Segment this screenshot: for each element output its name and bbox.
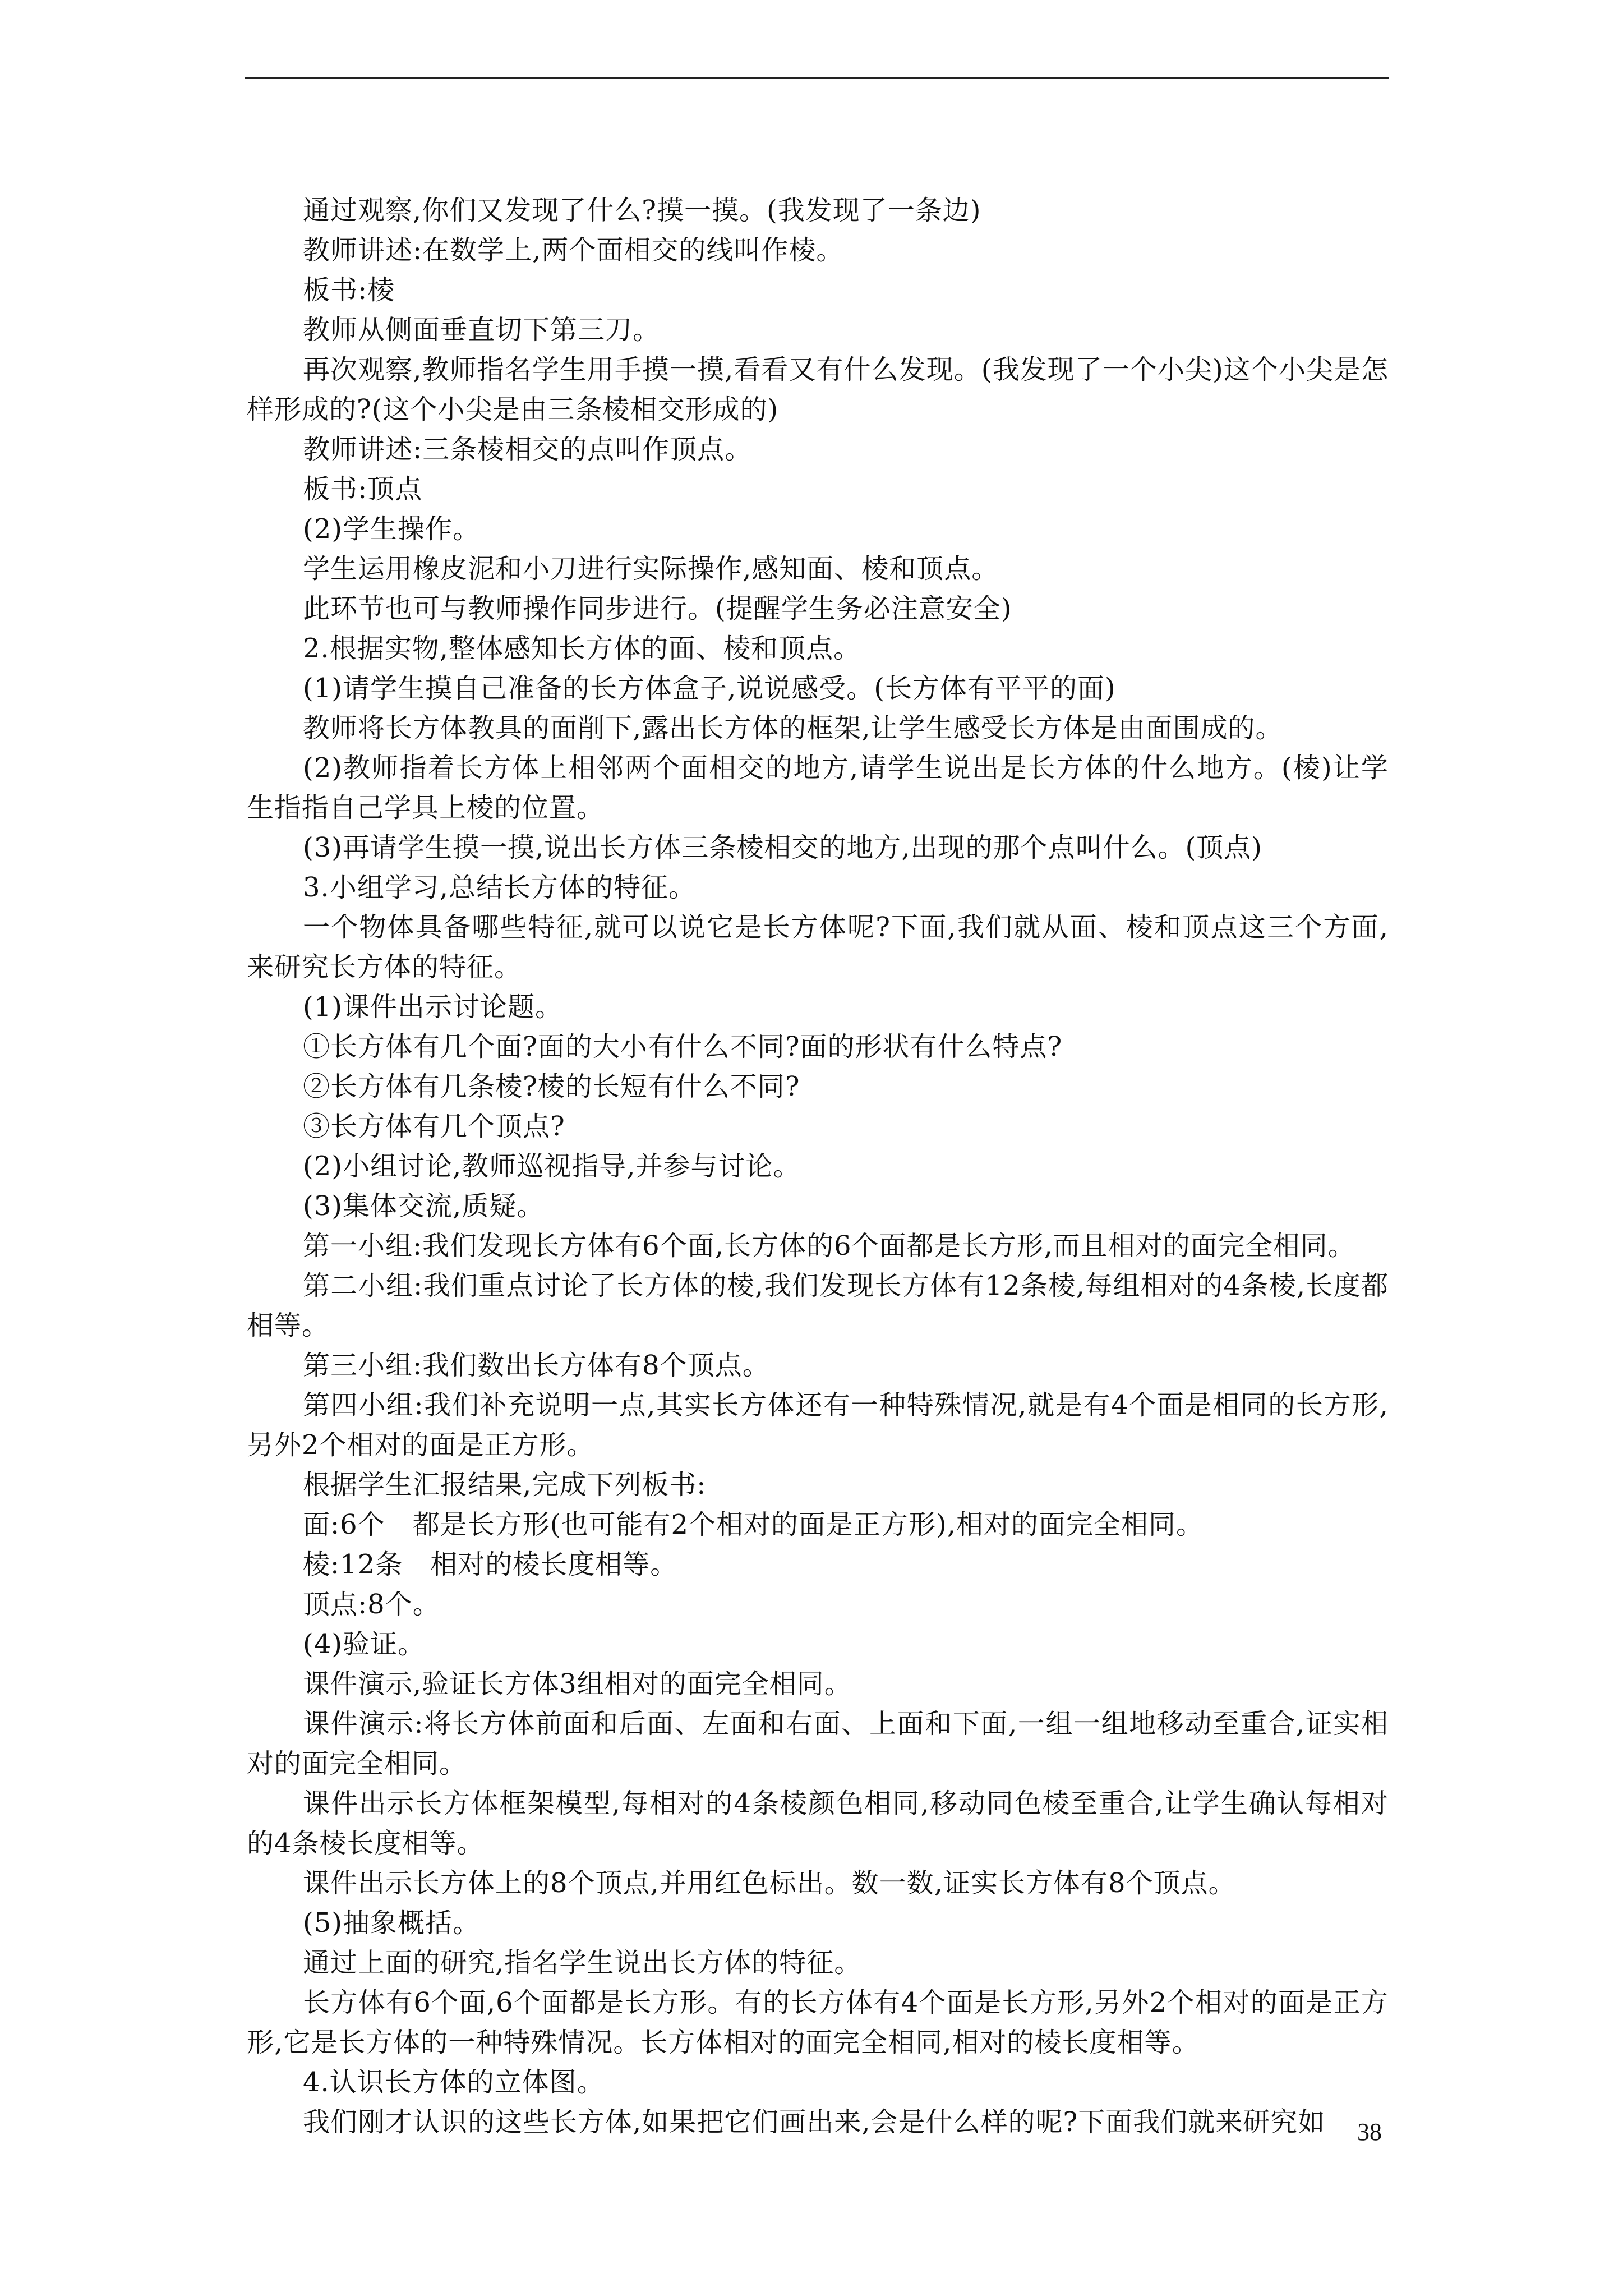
paragraph: (1)课件出示讨论题。	[303, 991, 562, 1023]
paragraph: 我们刚才认识的这些长方体,如果把它们画出来,会是什么样的呢?下面我们就来研究如	[303, 2106, 1326, 2138]
paragraph: 此环节也可与教师操作同步进行。(提醒学生务必注意安全)	[303, 593, 1012, 624]
paragraph: 再次观察,教师指名学生用手摸一摸,看看又有什么发现。(我发现了一个小尖)这个小尖是怎样形成的?(这个小尖是由三条棱相交形成的)	[247, 354, 1389, 425]
paragraph: 教师从侧面垂直切下第三刀。	[303, 314, 661, 346]
paragraph: 教师讲述:三条棱相交的点叫作顶点。	[303, 434, 753, 465]
paragraph: 第二小组:我们重点讨论了长方体的棱,我们发现长方体有12条棱,每组相对的4条棱,长度都相等。	[247, 1270, 1389, 1341]
paragraph: (2)小组讨论,教师巡视指导,并参与讨论。	[303, 1151, 801, 1182]
paragraph: 一个物体具备哪些特征,就可以说它是长方体呢?下面,我们就从面、棱和顶点这三个方面,来研究长方体的特征。	[247, 912, 1389, 983]
paragraph: 通过上面的研究,指名学生说出长方体的特征。	[303, 1947, 862, 1978]
paragraph: 长方体有6个面,6个面都是长方形。有的长方体有4个面是长方形,另外2个相对的面是正方形,它是长方体的一种特殊情况。长方体相对的面完全相同,相对的棱长度相等。	[247, 1987, 1389, 2058]
page-number: 38	[1357, 2118, 1382, 2146]
paragraph: 顶点:8个。	[303, 1589, 440, 1620]
paragraph: (3)再请学生摸一摸,说出长方体三条棱相交的地方,出现的那个点叫什么。(顶点)	[303, 832, 1262, 863]
paragraph: 面:6个 都是长方形(也可能有2个相对的面是正方形),相对的面完全相同。	[303, 1509, 1204, 1540]
paragraph: (4)验证。	[303, 1628, 425, 1660]
paragraph: 板书:顶点	[303, 473, 423, 505]
paragraph: 课件演示,验证长方体3组相对的面完全相同。	[303, 1668, 852, 1700]
paragraph: 棱:12条 相对的棱长度相等。	[303, 1549, 678, 1580]
document-body	[247, 191, 1389, 2142]
paragraph: 第一小组:我们发现长方体有6个面,长方体的6个面都是长方形,而且相对的面完全相同。	[303, 1230, 1355, 1262]
paragraph: 3.小组学习,总结长方体的特征。	[303, 872, 697, 903]
paragraph: 课件出示长方体上的8个顶点,并用红色标出。数一数,证实长方体有8个顶点。	[303, 1867, 1236, 1899]
paragraph: 课件演示:将长方体前面和后面、左面和右面、上面和下面,一组一组地移动至重合,证实相对的面完全相同。	[247, 1708, 1389, 1779]
paragraph: 2.根据实物,整体感知长方体的面、棱和顶点。	[303, 633, 861, 664]
paragraph: 板书:棱	[303, 274, 395, 306]
paragraph: 第四小组:我们补充说明一点,其实长方体还有一种特殊情况,就是有4个面是相同的长方形,另外2个相对的面是正方形。	[247, 1389, 1389, 1461]
header-rule	[245, 77, 1389, 79]
paragraph: 教师将长方体教具的面削下,露出长方体的框架,让学生感受长方体是由面围成的。	[303, 712, 1283, 744]
paragraph: (1)请学生摸自己准备的长方体盒子,说说感受。(长方体有平平的面)	[303, 673, 1116, 704]
paragraph: ③长方体有几个顶点?	[303, 1111, 565, 1142]
paragraph: 4.认识长方体的立体图。	[303, 2067, 605, 2098]
paragraph: 学生运用橡皮泥和小刀进行实际操作,感知面、棱和顶点。	[303, 553, 999, 585]
paragraph: 根据学生汇报结果,完成下列板书:	[303, 1469, 707, 1501]
paragraph: (5)抽象概括。	[303, 1907, 480, 1939]
paragraph: ②长方体有几条棱?棱的长短有什么不同?	[303, 1071, 800, 1102]
paragraph: (2)教师指着长方体上相邻两个面相交的地方,请学生说出是长方体的什么地方。(棱)让学生指指自己学具上棱的位置。	[247, 752, 1389, 823]
paragraph: ①长方体有几个面?面的大小有什么不同?面的形状有什么特点?	[303, 1031, 1063, 1062]
paragraph: (3)集体交流,质疑。	[303, 1190, 545, 1222]
paragraph: 教师讲述:在数学上,两个面相交的线叫作棱。	[303, 234, 844, 266]
paragraph: 第三小组:我们数出长方体有8个顶点。	[303, 1350, 770, 1381]
paragraph: 课件出示长方体框架模型,每相对的4条棱颜色相同,移动同色棱至重合,让学生确认每相对的4条棱长度相等。	[247, 1788, 1389, 1859]
paragraph: (2)学生操作。	[303, 513, 480, 545]
paragraph: 通过观察,你们又发现了什么?摸一摸。(我发现了一条边)	[303, 195, 981, 226]
